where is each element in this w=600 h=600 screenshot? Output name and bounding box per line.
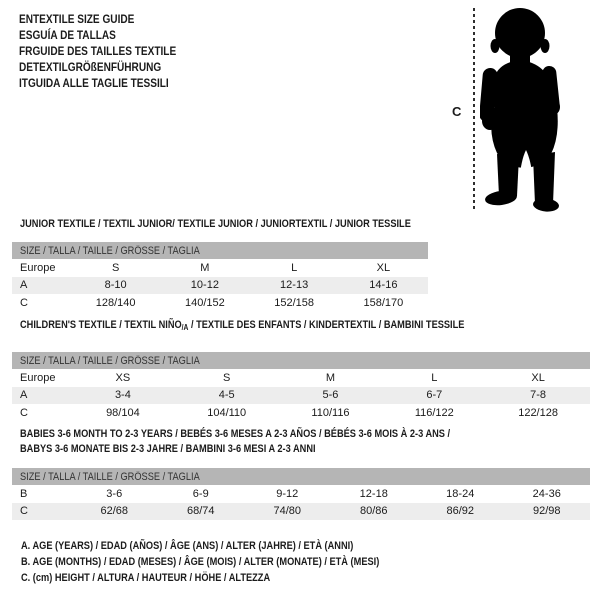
language-label: GUIDA ALLE TAGLIE TESSILI bbox=[27, 76, 169, 90]
table-row bbox=[12, 485, 590, 503]
language-code: DE bbox=[19, 60, 34, 74]
cell-value: 18-24 bbox=[446, 487, 475, 500]
row-label: A bbox=[20, 279, 28, 292]
language-row-de bbox=[19, 59, 206, 75]
childrens-textile-table bbox=[12, 318, 590, 422]
row-label: Europe bbox=[20, 371, 56, 384]
cell-value: 12-18 bbox=[359, 487, 388, 500]
title-subscript: /A bbox=[181, 323, 189, 332]
footnote-a: A. AGE (YEARS) / EDAD (AÑOS) / ÂGE (ANS) / ALTER (JAHRE) / ETÀ (ANNI) bbox=[21, 540, 354, 552]
language-row-en bbox=[19, 11, 206, 27]
cell-value: 6-7 bbox=[426, 389, 443, 402]
cell-value: 7-8 bbox=[530, 389, 547, 402]
cell-value: 62/68 bbox=[100, 505, 129, 518]
legend-footnotes bbox=[21, 538, 448, 586]
cell-value: XL bbox=[531, 371, 545, 384]
cell-value: 6-9 bbox=[192, 487, 209, 500]
cell-value: 14-16 bbox=[369, 279, 398, 292]
size-header-bar: SIZE / TALLA / TAILLE / GRÖSSE / TAGLIA bbox=[12, 468, 590, 485]
table-row bbox=[12, 259, 428, 277]
junior-textile-table bbox=[12, 217, 428, 312]
cell-value: 92/98 bbox=[532, 505, 561, 518]
table-row bbox=[12, 387, 590, 405]
cell-value: L bbox=[291, 261, 298, 274]
row-label: C bbox=[20, 296, 28, 309]
row-label: Europe bbox=[20, 261, 56, 274]
cell-value: 116/122 bbox=[414, 406, 454, 419]
row-label: C bbox=[20, 505, 28, 518]
cell-value: 3-6 bbox=[106, 487, 123, 500]
cell-value: XS bbox=[115, 371, 131, 384]
cell-value: 80/86 bbox=[359, 505, 388, 518]
language-label: TEXTILE SIZE GUIDE bbox=[33, 12, 135, 26]
language-row-es bbox=[19, 27, 206, 43]
height-marker-c-label: C bbox=[452, 104, 462, 119]
table-row bbox=[12, 277, 428, 295]
table-title bbox=[12, 427, 590, 457]
cell-value: 86/92 bbox=[446, 505, 475, 518]
row-label: A bbox=[20, 389, 28, 402]
cell-value: 4-5 bbox=[218, 389, 235, 402]
language-label: GUIDE DES TAILLES TEXTILE bbox=[32, 44, 177, 58]
cell-value: 158/170 bbox=[363, 296, 404, 309]
language-label: TEXTILGRÖßENFÜHRUNG bbox=[33, 60, 162, 74]
language-code: FR bbox=[19, 44, 33, 58]
footnote-c: C. (cm) HEIGHT / ALTURA / HAUTEUR / HÖHE / ALTEZZA bbox=[21, 572, 271, 584]
cell-value: 122/128 bbox=[518, 406, 558, 419]
table-row bbox=[12, 369, 590, 387]
cell-value: 24-36 bbox=[532, 487, 561, 500]
cell-value: 104/110 bbox=[207, 406, 247, 419]
cell-value: S bbox=[111, 261, 120, 274]
table-title: CHILDREN'S TEXTILE / TEXTIL $NIÑO_{/A}$ / TEXTILE DES ENFANTS / KINDERTEXTIL / BAMBINI TESSILE bbox=[20, 319, 465, 332]
title-line-1: BABIES 3-6 MONTH TO 2-3 YEARS / BEBÉS 3-6 MESES A 2-3 AÑOS / BÉBÉS 3-6 MOIS À 2-3 ANS / bbox=[20, 428, 451, 440]
cell-value: M bbox=[200, 261, 210, 274]
table-title: JUNIOR TEXTILE / TEXTIL JUNIOR/ TEXTILE JUNIOR / JUNIORTEXTIL / JUNIOR TESSILE bbox=[20, 218, 411, 230]
cell-value: 10-12 bbox=[190, 279, 219, 292]
cell-value: S bbox=[223, 371, 231, 384]
cell-value: 3-4 bbox=[114, 389, 131, 402]
language-code: IT bbox=[19, 76, 28, 90]
row-label: B bbox=[20, 487, 28, 500]
language-title-list bbox=[19, 11, 206, 91]
table-row bbox=[12, 294, 428, 312]
cell-value: 98/104 bbox=[106, 406, 140, 419]
row-label: C bbox=[20, 406, 28, 419]
cell-value: 8-10 bbox=[104, 279, 127, 292]
language-row-fr bbox=[19, 43, 206, 59]
cell-value: 110/116 bbox=[311, 406, 350, 419]
cell-value: 74/80 bbox=[273, 505, 302, 518]
cell-value: 5-6 bbox=[322, 389, 339, 402]
cell-value: 152/158 bbox=[274, 296, 314, 309]
cell-value: XL bbox=[376, 261, 391, 274]
cell-value: 9-12 bbox=[276, 487, 299, 500]
height-dashed-line bbox=[473, 8, 475, 210]
cell-value: 128/140 bbox=[95, 296, 136, 309]
cell-value: 12-13 bbox=[280, 279, 309, 292]
language-label: GUÍA DE TALLAS bbox=[32, 28, 116, 42]
cell-value: L bbox=[431, 371, 438, 384]
title-line-2: BABYS 3-6 MONATE BIS 2-3 JAHRE / BAMBINI 3-6 MESI A 2-3 ANNI bbox=[20, 443, 316, 455]
cell-value: M bbox=[325, 371, 336, 384]
language-row-it bbox=[19, 75, 206, 91]
toddler-silhouette-icon bbox=[480, 6, 572, 212]
babies-textile-table bbox=[12, 427, 590, 520]
cell-value: 140/152 bbox=[184, 296, 225, 309]
table-row bbox=[12, 404, 590, 422]
size-header-bar: SIZE / TALLA / TAILLE / GRÖSSE / TAGLIA bbox=[12, 352, 590, 369]
size-header-bar: SIZE / TALLA / TAILLE / GRÖSSE / TAGLIA bbox=[12, 242, 428, 259]
footnote-b: B. AGE (MONTHS) / EDAD (MESES) / ÂGE (MOIS) / ALTER (MONATE) / ETÀ (MESI) bbox=[21, 556, 380, 568]
language-code: ES bbox=[19, 28, 33, 42]
language-code: EN bbox=[19, 12, 34, 26]
table-row bbox=[12, 503, 590, 521]
cell-value: 68/74 bbox=[186, 505, 215, 518]
